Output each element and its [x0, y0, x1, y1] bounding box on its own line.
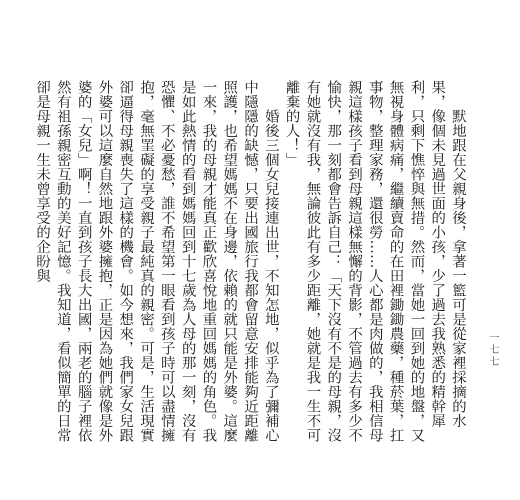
paragraph-2: 婚後三個女兒接連出世，不知怎地，似乎為了彌補心中隱隱的缺憾，只要出國旅行我都會留意安排能夠近距離照護，也希望媽媽不在身邊，依賴的就只能是外婆。這麼一來，我的母親才能真正歡欣喜悅地重回媽媽的角色。我是如此熱情的看到媽媽回到十七歲為人母的那一刻，沒有恐懼、不必憂愁，誰不希望第一眼看到孩子時可以盡情擁抱，毫無罣礙的享受親子最純真的親密。可是，生活現實卻逼得母親喪失了這樣的機會。如今想來，我們家女兒跟外婆可以這麼自然地跟外婆擁抱，正是因為她們就像是外婆的「女兒」啊！一直到孩子長大出國，兩老的腦子裡依然有祖孫親密互動的美好記憶。我知道，看似簡單的日常卻是母親一生未曾享受的企盼與 — [34, 80, 279, 443]
page-number: 一七七 — [487, 332, 498, 368]
paragraph-1: 默地跟在父親身後，拿著一籃可是從家裡採摘的水果，像個未見過世面的小孩，少了過去我熟悉的精幹犀利，只剩下憔悴與無措。然而，當她一回到她的地盤，又無視身體病痛，繼續賣命的在田裡鋤鋤農藥，種菸葉，扛事物，整理家務，還很勞……人心都是肉做的，我相信母親這樣孩子看到母親這樣無懈的背影，不管過去有多少不愉快，那一刻都會告訴自己：「天下沒有不是的母親，沒有她就沒有我，無論彼此有多少距離，她就是我一生不可離棄的人！」 — [283, 80, 466, 443]
vertical-text-block — [34, 80, 468, 446]
